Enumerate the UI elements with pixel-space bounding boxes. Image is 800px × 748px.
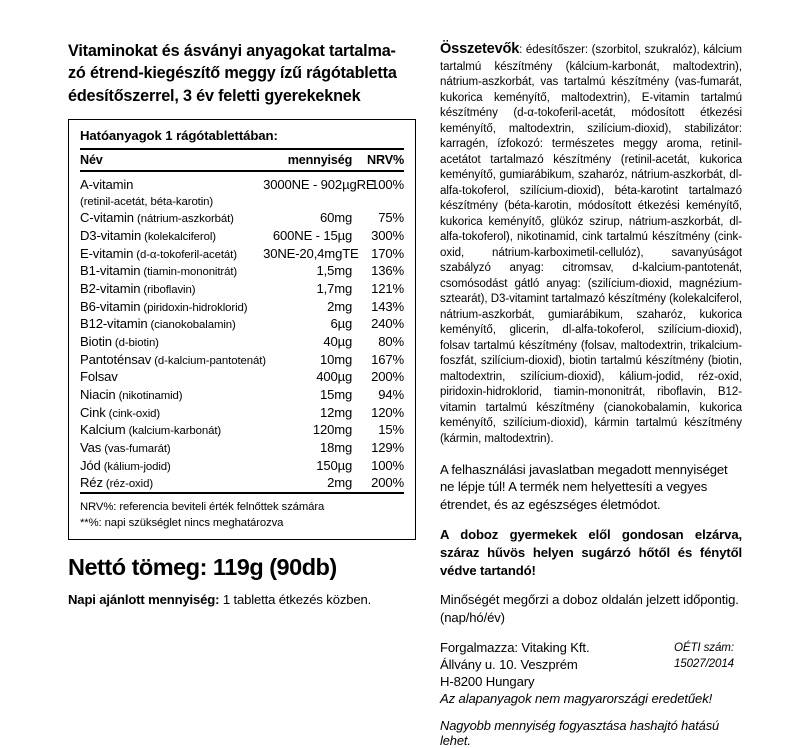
- usage-warning: A felhasználási javaslatban megadott mennyiséget ne lépje túl! A termék nem helyettesíti a vegyes étrendet, és az egészséges életmódot.: [440, 461, 728, 512]
- ingredients-text: : édesítőszer: (szorbitol, szukralóz), kálcium tartalmú készítmény (kálcium-karbonát, maltodextrin), nátrium-aszkorbát, vas tartalmú készítmény (vas-fumarát, kukorica keményítő, maltodextrin), E-vitamin tartalmú készítmény (d-α-tokoferil-acetát, módosított étkezési keményítő, maltodextrin, szilícium-dioxid), stabilizátor: karragén, ízfokozó: természetes meggy aroma, retinil-acetátot tartalmazó készítmény (retinil-acetát, kukorica keményítő, gumiarábikum, szaharóz, nátrium-aszkorbát, dl-alfa-tokoferol, szilícium-dioxid), béta-karotint tartalmazó készítmény (béta-karotin, módosított étkezési keményítő, kukorica keményítő, glükóz szirup, nátrium-aszkorbát, dl-alfa-tokoferol), nikotinamid, cink tartalmú készítmény (cink-oxid, nátrium-karboximetil-cellulóz), savanyúságot szabályzó anyag: citromsav, d-kalcium-pantotenát, csomósodást gátló anyag: (szilícium-dioxid, magnézium-sztearát), D3-vitamint tartalmazó készítmény (kolekalciferol, nátrium-aszkorbát, gumiarábikum, szaharóz, kukorica keményítő, glicerin, dl-alfa-tokoferol, szilícium-dioxid), folsav tartalmú készítmény (folsav, maltodextrin, trikalcium-foszfát, szilícium-dioxid), biotin tartalmú készítmény (biotin, maltodextrin, szilícium-dioxid), kálium-jodid, réz-oxid, piridoxin-hidroklorid, tiamin-mononitrát, riboflavin, B12-vitamin tartalmú készítmény (cianokobalamin, kukorica keményítő, szilícium-dioxid), kármin tartalmú készítmény (kármin, maltodextrin).: [440, 44, 742, 445]
- table-row: [80, 298, 404, 316]
- nutrient-source: (kolekalciferol): [141, 230, 216, 243]
- nutrient-nrv: 120%: [371, 404, 404, 420]
- nutrient-nrv: 94%: [378, 387, 404, 403]
- distributor-country: H-8200 Hungary: [440, 674, 535, 690]
- distributor-street: Állvány u. 10. Veszprém: [440, 657, 578, 673]
- nutrient-source: (cianokobalamin): [147, 319, 236, 332]
- table-row: [80, 475, 404, 494]
- table-row: [80, 333, 404, 351]
- table-row: [80, 245, 404, 263]
- nutrient-amount: 18mg: [320, 440, 353, 456]
- daily-dose-label: Napi ajánlott mennyiség:: [68, 591, 220, 607]
- nutrient-source: (piridoxin-hidroklorid): [140, 301, 248, 314]
- nutrient-name: Vas (vas-fumarát): [80, 440, 171, 456]
- nutrient-name: E-vitamin (d-α-tokoferil-acetát): [80, 245, 237, 261]
- nutrient-source-line: (retinil-acetát, béta-karotin): [80, 195, 214, 208]
- nutrient-name: Réz (réz-oxid): [80, 475, 263, 494]
- table-row: [80, 316, 404, 334]
- nutrient-name: B12-vitamin (cianokobalamin): [80, 316, 236, 332]
- nutrient-name: B6-vitamin (piridoxin-hidroklorid): [80, 298, 248, 314]
- authorization-block: [674, 640, 734, 671]
- nutrient-source: (d-biotin): [111, 337, 159, 349]
- table-row: [80, 263, 404, 281]
- nutrient-source: (réz-oxid): [102, 478, 154, 491]
- table-row: [80, 422, 404, 440]
- table-row: [80, 351, 404, 369]
- nutrient-amount: 10mg: [320, 351, 353, 367]
- nutrient-source: (cink-oxid): [105, 407, 161, 420]
- nutrient-name: B2-vitamin (riboflavin): [80, 280, 196, 296]
- column-header-amount: mennyiség: [263, 150, 352, 171]
- nutrition-panel: [68, 119, 416, 539]
- distributor-block: [440, 640, 742, 708]
- nutrient-nrv: 200%: [352, 475, 404, 494]
- nutrition-table-head: [80, 150, 404, 171]
- nutrient-nrv: 121%: [371, 280, 404, 296]
- table-row: [80, 404, 404, 422]
- distributor-name: Forgalmazza: Vitaking Kft.: [440, 640, 590, 656]
- nutrient-name: Kalcium (kalcium-karbonát): [80, 422, 222, 438]
- headline-line-2: zó étrend-kiegészítő meggy ízű rágótabletta: [68, 64, 397, 83]
- headline-line-1: Vitaminokat és ásványi anyagokat tartalma-: [68, 42, 396, 60]
- nutrient-amount: 15mg: [320, 387, 353, 403]
- table-row-subline: [80, 194, 404, 210]
- ingredients-paragraph: [440, 40, 742, 448]
- footnote-daily-need: **%: napi szükséglet nincs meghatározva: [80, 517, 284, 530]
- nutrient-nrv: 100%: [371, 177, 404, 193]
- product-headline: [68, 40, 416, 107]
- headline-line-3: édesítőszerrel, 3 év feletti gyerekeknek: [68, 86, 361, 105]
- nutrient-source: (nátrium-aszkorbát): [133, 213, 234, 226]
- nutrient-name: C-vitamin (nátrium-aszkorbát): [80, 210, 234, 226]
- origin-note: Az alapanyagok nem magyarországi eredetűek!: [440, 691, 713, 707]
- table-row: [80, 227, 404, 245]
- nutrient-nrv: 167%: [371, 351, 404, 367]
- nutrient-nrv: 300%: [371, 227, 404, 243]
- nutrient-amount: 60mg: [320, 210, 353, 226]
- nutrient-name: Niacin (nikotinamid): [80, 387, 183, 403]
- table-row: [80, 439, 404, 457]
- nutrient-amount: 400µg: [316, 369, 353, 385]
- footnote-nrv: NRV%: referencia beviteli érték felnőttek számára: [80, 501, 325, 514]
- table-row: [80, 210, 404, 228]
- nutrient-amount: 2mg: [263, 475, 352, 494]
- nutrient-nrv: 143%: [371, 298, 404, 314]
- table-row: [80, 457, 404, 475]
- nutrient-amount: 30NE-20,4mgTE: [263, 245, 359, 261]
- daily-dose: [68, 592, 416, 607]
- nutrient-nrv: 170%: [371, 245, 404, 261]
- nutrient-source: (vas-fumarát): [101, 443, 171, 456]
- nutrient-source: (tiamin-mononitrát): [140, 266, 238, 279]
- table-row: [80, 369, 404, 387]
- table-row: [80, 280, 404, 298]
- nutrient-name: B1-vitamin (tiamin-mononitrát): [80, 263, 238, 279]
- nutrient-name: Biotin (d-biotin): [80, 334, 159, 349]
- table-header-row: [80, 150, 404, 171]
- nutrition-table-body: [80, 171, 404, 493]
- nutrition-panel-title: Hatóanyagok 1 rágótablettában:: [80, 128, 404, 150]
- column-header-name: Név: [80, 150, 263, 171]
- nutrient-nrv: 15%: [378, 422, 404, 438]
- authorization-number: 15027/2014: [673, 656, 734, 670]
- nutrient-amount: 150µg: [316, 457, 353, 473]
- table-row: [80, 171, 404, 194]
- nutrient-name: D3-vitamin (kolekalciferol): [80, 227, 216, 243]
- nutrient-source: (d-α-tokoferil-acetát): [133, 248, 237, 261]
- nutrient-nrv: 100%: [371, 457, 404, 473]
- nutrient-amount: 2mg: [327, 298, 353, 314]
- nutrient-name: Cink (cink-oxid): [80, 404, 161, 420]
- ingredients-label: Összetevők: [440, 41, 520, 57]
- nutrient-source: (kálium-jodid): [100, 460, 171, 473]
- daily-dose-value: 1 tabletta étkezés közben.: [222, 591, 372, 607]
- nutrient-name: Pantoténsav (d-kalcium-pantotenát): [80, 351, 266, 367]
- nutrient-nrv: 240%: [371, 316, 404, 332]
- nutrient-amount: 600NE - 15µg: [272, 227, 353, 243]
- nutrient-amount: 12mg: [320, 404, 353, 420]
- nutrient-amount: 3000NE - 902µgRE: [263, 177, 375, 193]
- laxative-note: Nagyobb mennyiség fogyasztása hashajtó hatású lehet.: [440, 717, 720, 748]
- table-row: [80, 386, 404, 404]
- nutrient-amount: 120mg: [312, 422, 353, 438]
- nutrient-name: A-vitamin: [80, 177, 134, 193]
- nutrient-name: Jód (kálium-jodid): [80, 457, 171, 473]
- nutrient-nrv: 129%: [371, 440, 404, 456]
- nutrition-footnotes: [80, 494, 404, 531]
- nutrient-nrv: 80%: [378, 334, 404, 349]
- right-column: [440, 40, 742, 748]
- storage-warning: A doboz gyermekek elől gondosan elzárva, száraz hűvös helyen sugárzó hőtől és fénytől védve tartandó!: [440, 527, 742, 578]
- nutrient-name: Folsav: [80, 369, 118, 385]
- nutrient-amount: 1,7mg: [316, 280, 353, 296]
- nutrient-source: (riboflavin): [140, 283, 196, 296]
- authorization-label: OÉTI szám:: [673, 641, 734, 655]
- column-header-nrv: NRV%: [352, 150, 404, 171]
- net-weight: Nettó tömeg: 119g (90db): [68, 553, 337, 580]
- left-column: [68, 40, 416, 607]
- nutrient-nrv: 200%: [371, 369, 404, 385]
- nutrient-source: (d-kalcium-pantotenát): [151, 354, 266, 367]
- nutrient-amount: 1,5mg: [316, 263, 353, 279]
- nutrition-table: [80, 150, 404, 494]
- nutrient-nrv: 75%: [378, 210, 404, 226]
- nutrient-amount: 40µg: [323, 334, 353, 349]
- expiry-note: Minőségét megőrzi a doboz oldalán jelzett időpontig. (nap/hó/év): [440, 592, 739, 625]
- nutrient-nrv: 136%: [371, 263, 404, 279]
- nutrient-source: (nikotinamid): [115, 390, 183, 403]
- nutrient-source: (kalcium-karbonát): [125, 425, 222, 438]
- nutrient-amount: 6µg: [330, 316, 353, 332]
